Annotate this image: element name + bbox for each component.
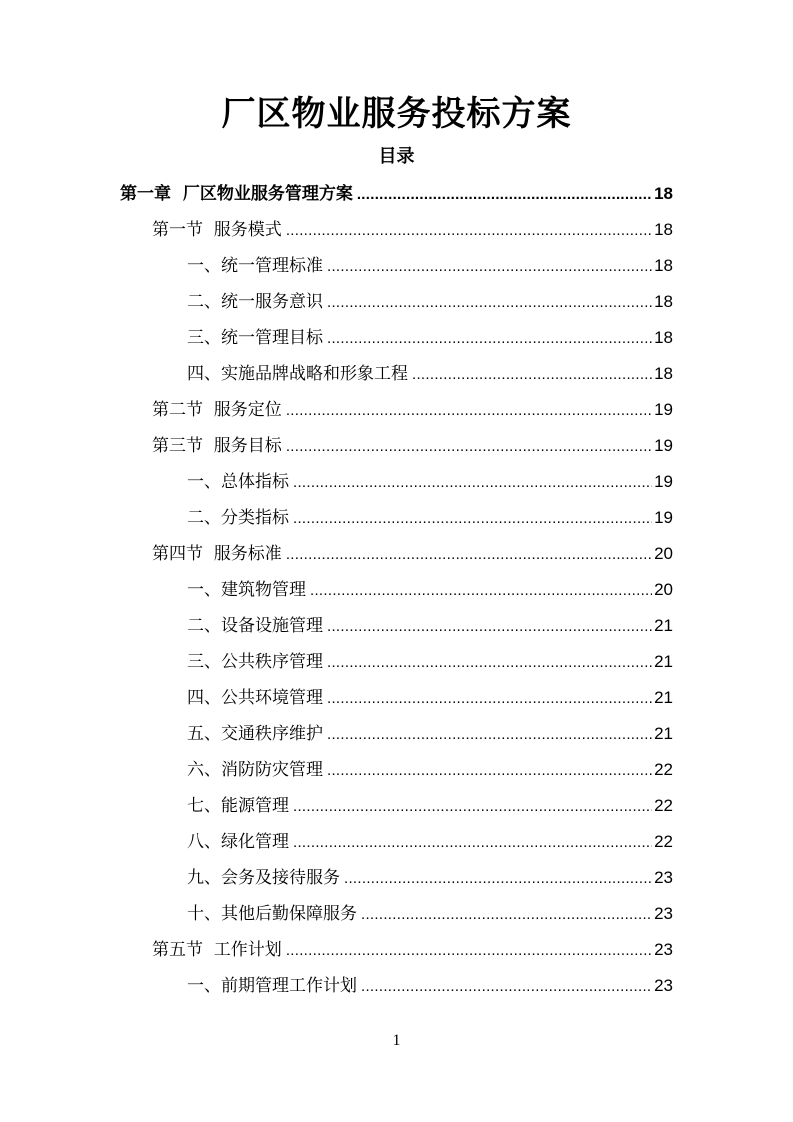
toc-entry-title: 第五节 工作计划 [152,940,282,960]
toc-entry[interactable] [187,284,673,320]
toc-dot-leader [310,573,652,609]
toc-heading: 目录 [378,146,415,167]
toc-entry-title: 二、统一服务意识 [187,292,323,312]
toc-entry[interactable] [152,392,673,428]
toc-dot-leader [327,681,652,717]
toc-page-number: 19 [654,400,673,419]
toc-entry-title: 八、绿化管理 [187,832,289,852]
toc-entry-title: 三、统一管理目标 [187,328,323,348]
toc-page-number: 19 [654,472,673,491]
toc-dot-leader [344,861,652,897]
toc-dot-leader [327,753,652,789]
toc-page-number: 20 [654,544,673,563]
toc-entry-title: 九、会务及接待服务 [187,868,340,888]
toc-entry-title: 三、公共秩序管理 [187,652,323,672]
toc-entry[interactable] [187,356,673,392]
toc-entry-title: 第二节 服务定位 [152,400,282,420]
toc-entry-title: 十、其他后勤保障服务 [187,904,357,924]
toc-dot-leader [286,429,652,465]
toc-entry-title: 二、分类指标 [187,508,289,528]
toc-page-number: 19 [654,508,673,527]
toc-dot-leader [286,393,652,429]
toc-page-number: 18 [654,292,673,311]
toc-page-number: 23 [654,904,673,923]
toc-entry-title: 二、设备设施管理 [187,616,323,636]
toc-page-number: 20 [654,580,673,599]
toc-entry-title: 一、建筑物管理 [187,580,306,600]
toc-entry[interactable] [187,896,673,932]
toc-page-number: 22 [654,796,673,815]
toc-dot-leader [286,933,652,969]
toc-dot-leader [327,321,652,357]
toc-dot-leader [293,825,652,861]
toc-entry-title: 四、实施品牌战略和形象工程 [187,364,408,384]
toc-dot-leader [327,609,652,645]
toc-entry-title: 第三节 服务目标 [152,436,282,456]
toc-entry[interactable] [187,788,673,824]
toc-entry[interactable] [152,428,673,464]
toc-entry-title: 六、消防防灾管理 [187,760,323,780]
toc-dot-leader [293,501,652,537]
page-number: 1 [392,1032,401,1049]
toc-page-number: 18 [654,328,673,347]
toc-page-number: 22 [654,760,673,779]
toc-dot-leader [286,213,652,249]
toc-entry[interactable] [187,680,673,716]
toc-page-number: 23 [654,976,673,995]
toc-page-number: 21 [654,652,673,671]
toc-page-number: 23 [654,940,673,959]
toc-entry[interactable] [187,500,673,536]
toc-page-number: 22 [654,832,673,851]
toc-dot-leader [327,249,652,285]
toc-entry[interactable] [187,464,673,500]
toc-page-number: 21 [654,724,673,743]
toc-dot-leader [327,645,652,681]
toc-entry[interactable] [152,932,673,968]
toc-dot-leader [293,789,652,825]
toc-entry[interactable] [187,752,673,788]
toc-entry[interactable] [187,572,673,608]
toc-entry[interactable] [187,644,673,680]
toc-entry[interactable] [187,320,673,356]
toc-page-number: 21 [654,616,673,635]
toc-page-number: 23 [654,868,673,887]
toc-entry-title: 一、前期管理工作计划 [187,976,357,996]
toc-entry-title: 第一章 厂区物业服务管理方案 [120,184,353,204]
toc-page-number: 21 [654,688,673,707]
toc-page-number: 18 [654,220,673,239]
toc-dot-leader [361,897,652,933]
toc-entry[interactable] [187,608,673,644]
toc-entry-title: 五、交通秩序维护 [187,724,323,744]
toc-entry-title: 七、能源管理 [187,796,289,816]
toc-dot-leader [327,717,652,753]
toc-entry[interactable] [152,536,673,572]
toc-entry[interactable] [152,212,673,248]
toc-entry-title: 一、总体指标 [187,472,289,492]
toc-page-number: 18 [654,256,673,275]
toc-dot-leader [327,285,652,321]
toc-entry-title: 第四节 服务标准 [152,544,282,564]
toc-dot-leader [357,177,652,213]
toc-dot-leader [361,969,652,1005]
toc-entry-title: 一、统一管理标准 [187,256,323,276]
toc-entry[interactable] [187,824,673,860]
toc-dot-leader [412,357,652,393]
toc-entry-title: 四、公共环境管理 [187,688,323,708]
toc-page-number: 18 [654,364,673,383]
toc-entry[interactable] [187,968,673,1004]
toc-page-number: 18 [654,184,673,203]
toc-entry-title: 第一节 服务模式 [152,220,282,240]
toc-entry[interactable] [187,716,673,752]
toc-entry[interactable] [120,176,673,212]
document-title: 厂区物业服务投标方案 [221,94,572,134]
toc-entry[interactable] [187,860,673,896]
toc-entry[interactable] [187,248,673,284]
toc-page-number: 19 [654,436,673,455]
toc-dot-leader [286,537,652,573]
toc-dot-leader [293,465,652,501]
